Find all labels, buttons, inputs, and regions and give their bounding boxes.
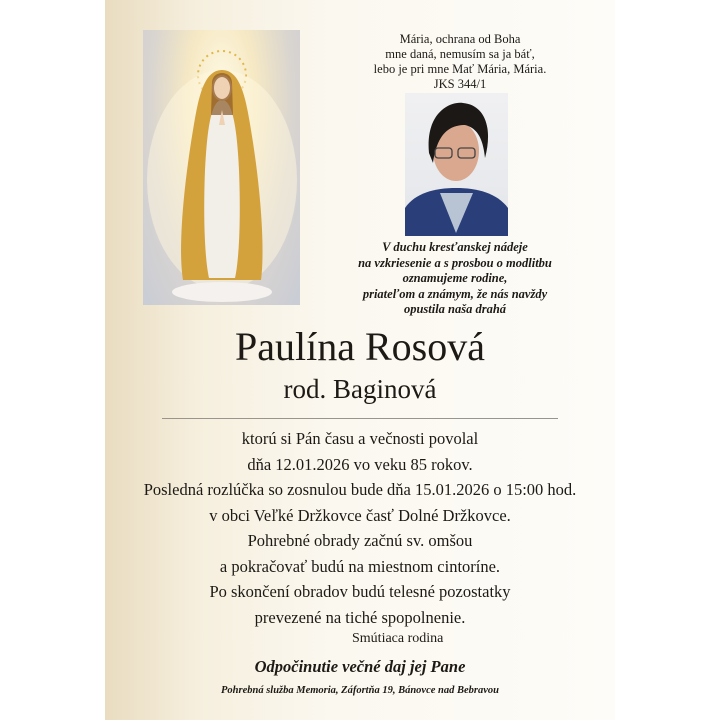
intro-line: V duchu kresťanskej nádeje (382, 240, 528, 254)
virgin-mary-image (143, 30, 300, 305)
details-line: ktorú si Pán času a večnosti povolal (241, 429, 479, 448)
announcement-intro (330, 240, 580, 318)
intro-line: oznamujeme rodine, (402, 271, 508, 285)
deceased-name: Paulína Rosová (235, 324, 485, 369)
details-line: Pohrebné obrady začnú sv. omšou (247, 531, 473, 550)
details-line: v obci Veľké Držkovce časť Dolné Držkovce. (209, 505, 511, 525)
details-line: a pokračovať budú na miestnom cintoríne. (219, 556, 501, 576)
quote-line: mne daná, nemusím sa ja báť, (385, 47, 535, 61)
details-line: Po skončení obradov budú telesné pozostatky (209, 582, 511, 601)
maiden-name: rod. Baginová (283, 374, 437, 404)
intro-line: opustila naša drahá (403, 302, 507, 316)
divider (162, 418, 558, 419)
mourning-family: Smútiaca rodina (352, 631, 444, 646)
details-line: prevezené na tiché spopolnenie. (254, 607, 466, 627)
scripture-quote (330, 32, 590, 92)
intro-line: priateľom a známym, že nás navždy (362, 286, 548, 301)
intro-line: na vzkriesenie a s prosbou o modlitbu (358, 255, 552, 270)
quote-reference: JKS 344/1 (433, 77, 487, 91)
details-line: dňa 12.01.2026 vo veku 85 rokov. (247, 454, 473, 474)
funeral-service-footer: Pohrebná služba Memoria, Záfortňa 19, Bánovce nad Bebravou (221, 685, 499, 696)
details-line: Posledná rozlúčka so zosnulou bude dňa 15.01.2026 o 15:00 hod. (143, 480, 577, 499)
quote-line: lebo je pri mne Mať Mária, Mária. (373, 62, 547, 76)
farewell-prayer: Odpočinutie večné daj jej Pane (254, 657, 466, 676)
quote-line: Mária, ochrana od Boha (399, 32, 521, 46)
funeral-details (105, 426, 615, 630)
deceased-photo (405, 93, 508, 236)
